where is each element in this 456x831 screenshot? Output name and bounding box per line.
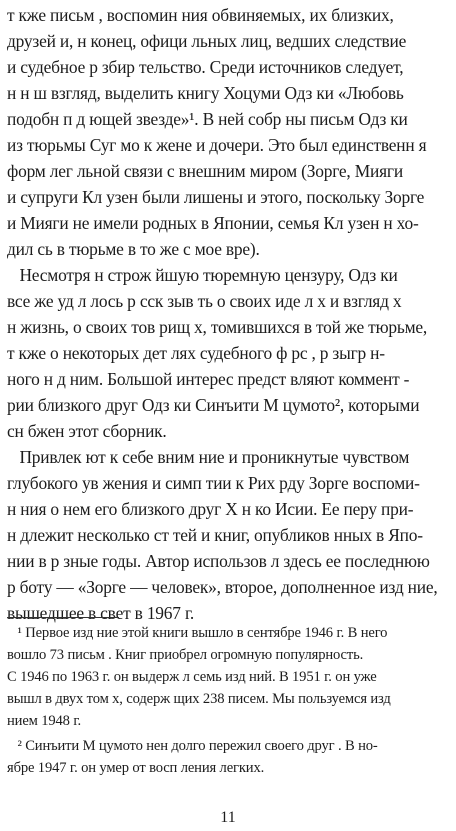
footnote-line: С 1946 по 1963 г. он выдерж л семь изд ний. В 1951 г. он уже [7, 669, 377, 685]
text-line: нии в р зные годы. Автор использов л здесь ее последнюю [7, 551, 430, 571]
text-line: т кже о некоторых дет лях судебного ф рс , р зыгр н- [7, 343, 385, 363]
text-line: подобн п д ющей звезде»¹. В ней собр ны письм Одз ки [7, 109, 408, 129]
footnote-separator [7, 617, 119, 618]
text-line: н ния о нем его близкого друг Х н ко Исии. Ее перу при- [7, 499, 414, 519]
footnote-line: ябре 1947 г. он умер от восп ления легких. [7, 760, 265, 776]
footnote-line: ² Синъити М цумото нен долго пережил своего друг . В но- [7, 738, 378, 754]
text-line: из тюрьмы Суг мо к жене и дочери. Это был единственн я [7, 135, 427, 155]
text-line: и судебное р збир тельство. Среди источников следует, [7, 57, 404, 77]
text-line: н жизнь, о своих тов рищ х, томившихся в той же тюрьме, [7, 317, 428, 337]
text-line: Несмотря н строж йшую тюремную цензуру, Одз ки [7, 265, 398, 285]
text-line: глубокого ув жения и симп тии к Рих рду Зорге воспоми- [7, 473, 420, 493]
text-line: форм лег льной связи с внешним миром (Зорге, Мияги [7, 161, 403, 181]
text-line: вышедшее в свет в 1967 г. [7, 603, 195, 623]
page-number: 11 [220, 809, 236, 826]
text-line: сн бжен этот сборник. [7, 421, 167, 441]
text-line: н длежит несколько ст тей и книг, опубликов нных в Япо- [7, 525, 423, 545]
text-line: все же уд л лось р сск зыв ть о своих иде л х и взгляд х [7, 291, 402, 311]
text-line: рии близкого друг Одз ки Синъити М цумото², которыми [7, 395, 420, 415]
footnote-line: вошло 73 письм . Книг приобрел огромную популярность. [7, 647, 364, 663]
footnote-line: нием 1948 г. [7, 713, 82, 729]
text-line: дил сь в тюрьме в то же с мое вре). [7, 239, 260, 259]
text-line: т кже письм , воспомин ния обвиняемых, их близких, [7, 5, 394, 25]
text-line: н н ш взгляд, выделить книгу Хоцуми Одз ки «Любовь [7, 83, 404, 103]
text-line: р боту — «Зорге — человек», второе, дополненное изд ние, [7, 577, 438, 597]
text-line: и Мияги не имели родных в Японии, семья Кл узен н хо- [7, 213, 419, 233]
text-line: Привлек ют к себе вним ние и проникнутые чувством [7, 447, 410, 467]
footnote-line: вышл в двух том х, содерж щих 238 писем. Мы пользуемся изд [7, 691, 391, 707]
text-line: друзей и, н конец, офици льных лиц, ведших следствие [7, 31, 407, 51]
text-line: ного н д ним. Большой интерес предст вляют коммент - [7, 369, 410, 389]
footnote-line: ¹ Первое изд ние этой книги вышло в сентябре 1946 г. В него [7, 625, 388, 641]
text-line: и супруги Кл узен были лишены и этого, поскольку Зорге [7, 187, 425, 207]
